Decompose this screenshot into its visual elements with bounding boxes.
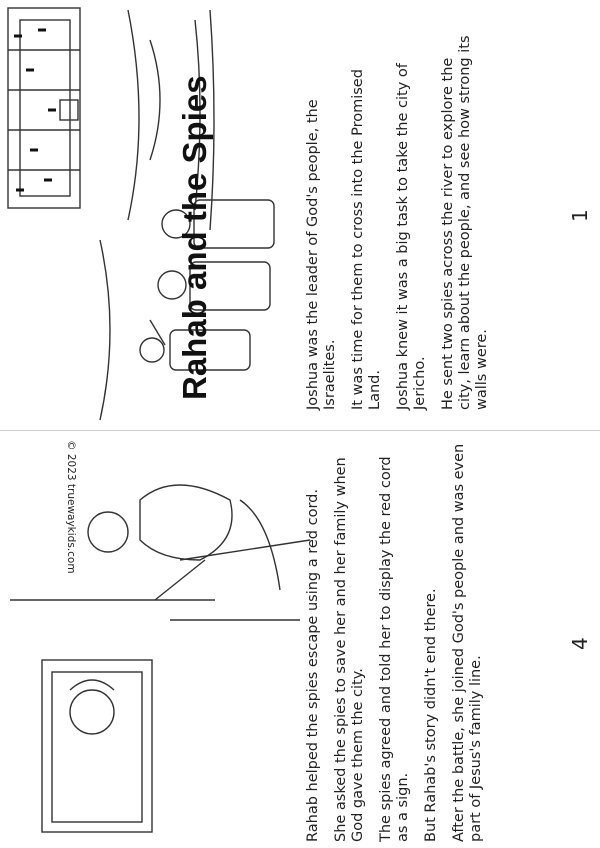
rahab-window-illustration xyxy=(42,660,152,832)
story-paragraph: After the battle, she joined God's people and was even part of Jesus's family line. xyxy=(451,443,484,842)
page-number-4: 4 xyxy=(568,637,592,650)
right-page-text xyxy=(305,30,502,410)
story-paragraph: He sent two spies across the river to explore the city, learn about the people, and see how strong its walls were. xyxy=(440,35,490,410)
page-number-1: 1 xyxy=(568,209,592,222)
spy-escape-illustration xyxy=(10,485,310,620)
story-paragraph: Joshua was the leader of God's people, the Israelites. xyxy=(305,99,338,410)
page-title: Rahab and the Spies xyxy=(176,75,213,400)
copyright-notice: © 2023 truewaykids.com xyxy=(65,440,77,574)
jericho-wall-illustration xyxy=(8,8,80,208)
story-paragraph: She asked the spies to save her and her family when God gave them the city. xyxy=(333,457,366,842)
story-paragraph: But Rahab's story didn't end there. xyxy=(423,588,439,842)
story-paragraph: The spies agreed and told her to display the red cord as a sign. xyxy=(378,456,411,842)
story-paragraph: It was time for them to cross into the Promised Land. xyxy=(350,69,383,410)
story-paragraph: Rahab helped the spies escape using a red cord. xyxy=(305,489,321,842)
story-paragraph: Joshua knew it was a big task to take the city of Jericho. xyxy=(395,63,428,410)
left-page-text xyxy=(305,442,496,842)
